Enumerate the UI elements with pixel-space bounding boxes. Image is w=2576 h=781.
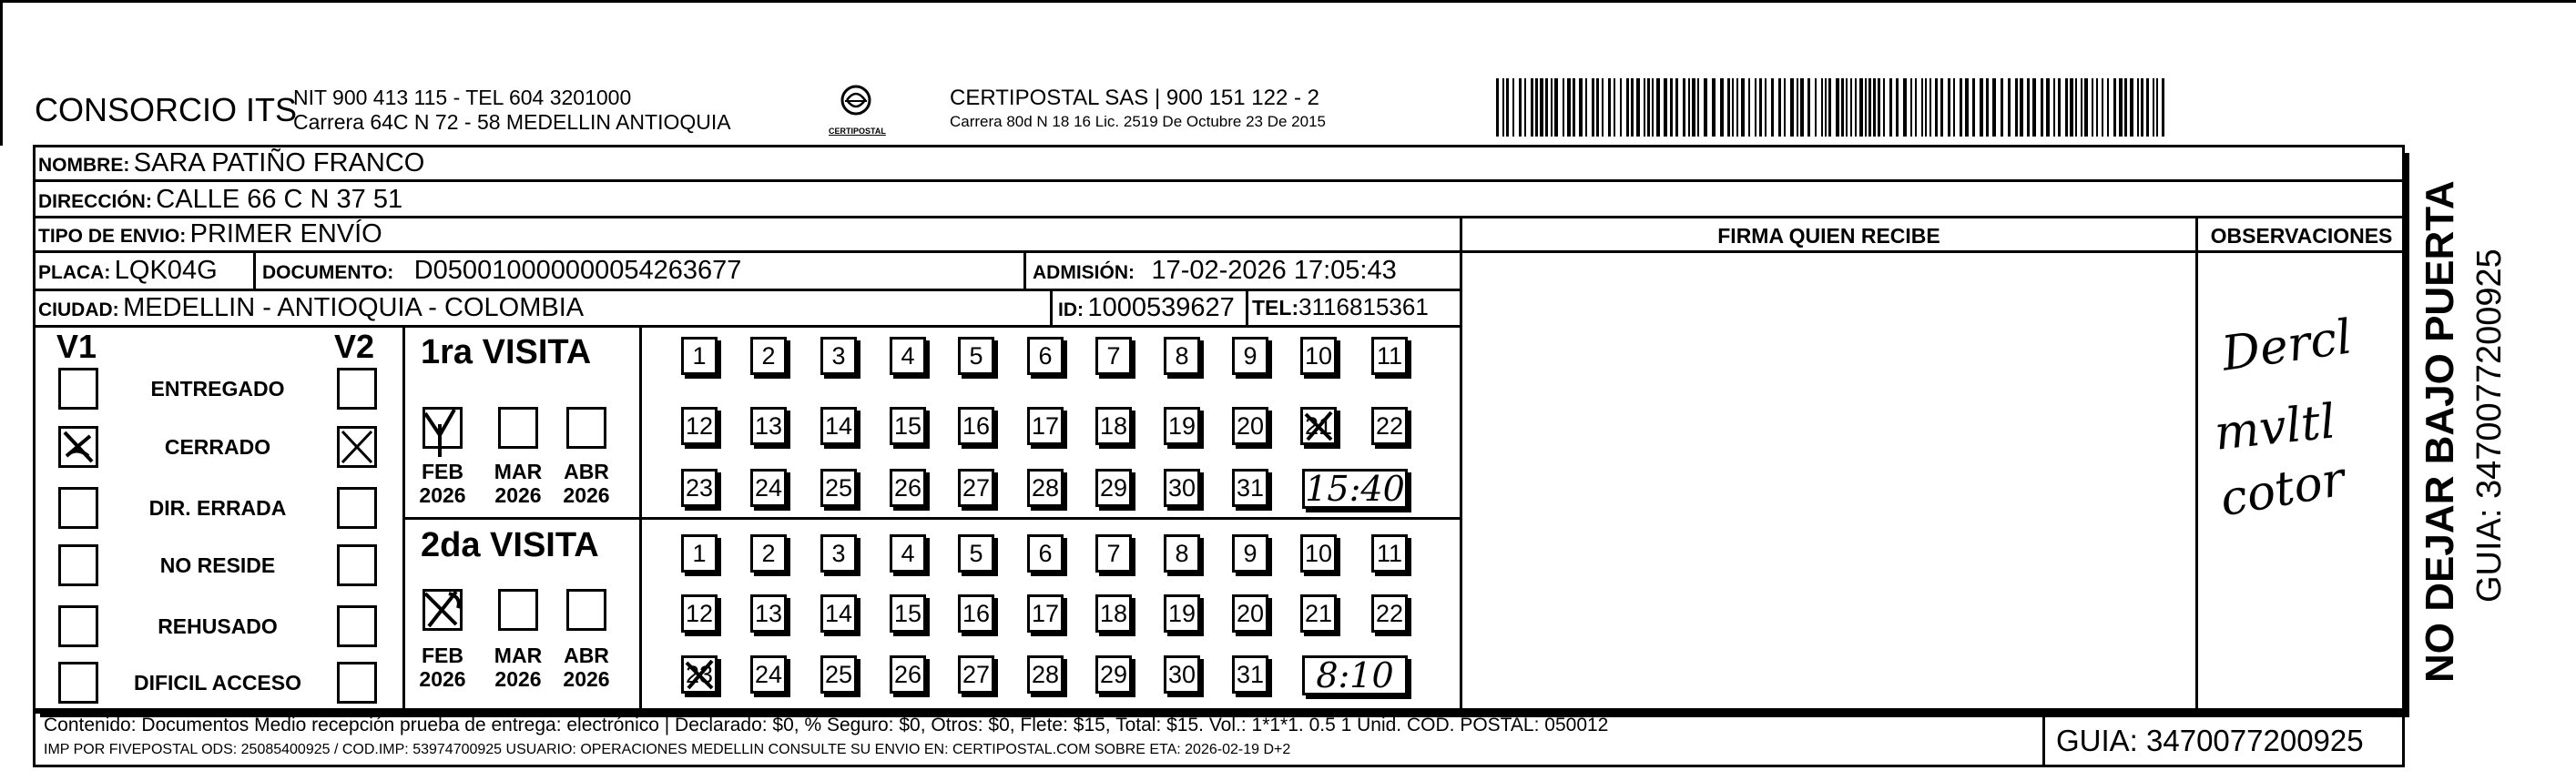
month-name: ABR xyxy=(564,644,609,667)
day-box[interactable]: 14 xyxy=(820,594,857,633)
footer-guia-divider xyxy=(2042,711,2045,767)
day-box[interactable]: 13 xyxy=(750,407,787,445)
day-box[interactable]: 28 xyxy=(1027,655,1064,694)
hour-box[interactable]: 15:40 xyxy=(1302,469,1408,509)
status-label: DIFICIL ACCESO xyxy=(133,671,301,695)
month-year: 2026 xyxy=(419,667,466,691)
month-label xyxy=(554,460,619,507)
day-box[interactable]: 1 xyxy=(681,534,718,573)
day-box[interactable]: 18 xyxy=(1095,407,1132,445)
status-v1-checkbox[interactable] xyxy=(58,605,98,647)
company-name: CONSORCIO ITS xyxy=(35,91,298,128)
day-box[interactable]: 22 xyxy=(1371,407,1408,445)
observaciones-label: OBSERVACIONES xyxy=(2210,224,2393,248)
day-box[interactable]: 12 xyxy=(681,407,718,445)
day-box[interactable]: 29 xyxy=(1095,655,1132,694)
day-box[interactable]: 30 xyxy=(1164,655,1200,694)
month-label xyxy=(485,644,551,691)
check-mark-icon xyxy=(423,406,460,461)
observation-line-3: cotor xyxy=(2215,451,2349,528)
status-label: NO RESIDE xyxy=(159,553,276,577)
status-v1-checkbox[interactable] xyxy=(58,662,98,704)
certipostal-logo xyxy=(829,82,886,140)
day-box[interactable]: 5 xyxy=(958,534,994,573)
month-year: 2026 xyxy=(563,483,610,507)
scribble-mark-icon xyxy=(61,429,96,465)
status-label: DIR. ERRADA xyxy=(148,496,287,520)
day-box[interactable]: 15 xyxy=(890,407,926,445)
day-box[interactable]: 2 xyxy=(750,534,787,573)
cell-divider xyxy=(1023,250,1026,289)
left-border xyxy=(0,0,3,146)
side-warning: NO DEJAR BAJO PUERTA xyxy=(2418,180,2462,683)
ciudad-value: MEDELLIN - ANTIOQUIA - COLOMBIA xyxy=(123,293,585,322)
id-label: ID: xyxy=(1058,299,1084,320)
day-box[interactable]: 21 xyxy=(1300,594,1337,633)
day-box[interactable]: 27 xyxy=(958,655,994,694)
month-checkbox[interactable] xyxy=(498,589,538,631)
v2-label: V2 xyxy=(334,328,375,365)
month-checkbox[interactable] xyxy=(423,407,463,449)
month-name: ABR xyxy=(564,460,609,483)
logo-text: CERTIPOSTAL xyxy=(829,127,886,136)
certipostal-logo-icon xyxy=(829,82,883,122)
day-box[interactable]: 4 xyxy=(890,534,926,573)
day-box[interactable]: 17 xyxy=(1027,594,1064,633)
placa-cell xyxy=(38,256,218,286)
month-name: FEB xyxy=(422,644,463,667)
month-label xyxy=(485,460,551,507)
nit-line: NIT 900 413 115 - TEL 604 3201000 xyxy=(293,86,632,109)
day-box[interactable]: 2 xyxy=(750,337,787,375)
day-box[interactable]: 28 xyxy=(1027,469,1064,507)
month-checkbox[interactable] xyxy=(423,589,463,631)
footer-contenido: Contenido: Documentos Medio recepción prueba de entrega: electrónico | Declarado: $0, % Seguro: $0, Otros: $0, Flete: $15, Total: $15. Vol.: 1*1*1. 0.5 1 Unid. COD. POSTAL: 050012 xyxy=(44,715,1609,735)
day-box[interactable]: 4 xyxy=(890,337,926,375)
nombre-row xyxy=(38,148,424,178)
row-line xyxy=(33,250,2405,253)
month-checkbox[interactable] xyxy=(498,407,538,449)
day-box[interactable]: 26 xyxy=(890,469,926,507)
day-box[interactable]: 21 xyxy=(1300,407,1337,445)
day-box[interactable]: 30 xyxy=(1164,469,1200,507)
cell-divider xyxy=(1050,289,1053,325)
observation-line-1: Dercl xyxy=(2218,309,2356,382)
day-box[interactable]: 19 xyxy=(1164,407,1200,445)
month-label xyxy=(410,460,475,507)
month-name: MAR xyxy=(494,460,543,483)
first-visit-label: 1ra VISITA xyxy=(421,333,592,371)
day-box[interactable]: 29 xyxy=(1095,469,1132,507)
month-year: 2026 xyxy=(419,483,466,507)
side-guia: GUIA: 3470077200925 xyxy=(2470,248,2509,603)
status-v2-checkbox[interactable] xyxy=(337,544,377,586)
status-v1-checkbox[interactable] xyxy=(58,426,98,468)
day-box[interactable]: 20 xyxy=(1232,407,1268,445)
day-box[interactable]: 23 xyxy=(681,469,718,507)
top-border xyxy=(0,0,2576,3)
hour-box[interactable]: 8:10 xyxy=(1302,655,1408,695)
day-box[interactable]: 14 xyxy=(820,407,857,445)
month-name: MAR xyxy=(494,644,543,667)
observation-line-2: mvltl xyxy=(2212,394,2338,462)
documento-value: D050010000000054263677 xyxy=(413,256,742,285)
day-box[interactable]: 23 xyxy=(681,655,718,694)
id-value: 1000539627 xyxy=(1087,293,1235,322)
day-box[interactable]: 11 xyxy=(1371,534,1408,573)
status-label: CERRADO xyxy=(164,435,271,459)
direccion-value: CALLE 66 C N 37 51 xyxy=(156,185,403,214)
visit-split-line xyxy=(402,517,1462,520)
day-box[interactable]: 16 xyxy=(958,407,994,445)
second-visit-label: 2da VISITA xyxy=(421,526,599,564)
company-address: Carrera 64C N 72 - 58 MEDELLIN ANTIOQUIA xyxy=(293,110,731,134)
day-box[interactable]: 22 xyxy=(1371,594,1408,633)
day-box[interactable]: 6 xyxy=(1027,534,1064,573)
status-v2-checkbox[interactable] xyxy=(337,487,377,529)
day-box[interactable]: 7 xyxy=(1095,534,1132,573)
day-box[interactable]: 8 xyxy=(1164,337,1200,375)
carrier-license: Carrera 80d N 18 16 Lic. 2519 De Octubre 23 De 2015 xyxy=(950,113,1326,130)
day-box[interactable]: 9 xyxy=(1232,534,1268,573)
day-box[interactable]: 26 xyxy=(890,655,926,694)
tel-cell xyxy=(1252,293,1429,321)
nombre-value: SARA PATIÑO FRANCO xyxy=(133,148,425,178)
day-box[interactable]: 18 xyxy=(1095,594,1132,633)
day-box[interactable]: 31 xyxy=(1232,655,1268,694)
day-box[interactable]: 25 xyxy=(820,469,857,507)
nombre-label: NOMBRE: xyxy=(38,155,130,176)
day-box[interactable]: 8 xyxy=(1164,534,1200,573)
day-box[interactable]: 3 xyxy=(820,337,857,375)
day-box[interactable]: 13 xyxy=(750,594,787,633)
month-year: 2026 xyxy=(494,667,542,691)
row-line xyxy=(33,179,2405,182)
day-box[interactable]: 3 xyxy=(820,534,857,573)
day-box[interactable]: 16 xyxy=(958,594,994,633)
documento-cell xyxy=(262,256,741,286)
ciudad-cell xyxy=(38,293,584,323)
ciudad-label: CIUDAD: xyxy=(38,299,119,320)
firma-label: FIRMA QUIEN RECIBE xyxy=(1717,224,1940,248)
footer-imp: IMP POR FIVEPOSTAL ODS: 25085400925 / COD.IMP: 53974700925 USUARIO: OPERACIONES MEDELLIN CONSULTE SU ENVIO EN: CERTIPOSTAL.COM SOBRE ETA: 2026-02-19 D+2 xyxy=(44,742,1291,757)
admision-cell xyxy=(1033,256,1397,286)
day-box[interactable]: 17 xyxy=(1027,407,1064,445)
day-box[interactable]: 9 xyxy=(1232,337,1268,375)
status-v1-checkbox[interactable] xyxy=(58,368,98,410)
day-box[interactable]: 11 xyxy=(1371,337,1408,375)
day-box[interactable]: 19 xyxy=(1164,594,1200,633)
obs-divider xyxy=(2195,216,2198,711)
admision-value: 17-02-2026 17:05:43 xyxy=(1151,256,1397,285)
footer-guia: GUIA: 3470077200925 xyxy=(2056,724,2364,757)
placa-label: PLACA: xyxy=(38,262,111,283)
x-mark-icon xyxy=(1300,407,1337,445)
status-v2-checkbox[interactable] xyxy=(337,662,377,704)
day-box[interactable]: 10 xyxy=(1300,534,1337,573)
month-checkbox[interactable] xyxy=(566,589,606,631)
status-v1-checkbox[interactable] xyxy=(58,487,98,529)
month-year: 2026 xyxy=(563,667,610,691)
month-year: 2026 xyxy=(494,483,542,507)
id-cell xyxy=(1058,293,1235,323)
tel-value: 3116815361 xyxy=(1298,293,1429,320)
direccion-label: DIRECCIÓN: xyxy=(38,191,152,212)
day-box[interactable]: 7 xyxy=(1095,337,1132,375)
day-box[interactable]: 12 xyxy=(681,594,718,633)
row-line xyxy=(33,216,2405,218)
cell-divider xyxy=(253,250,256,289)
v1-label: V1 xyxy=(56,328,97,365)
day-box[interactable]: 1 xyxy=(681,337,718,375)
barcode xyxy=(1496,78,2170,137)
tipo-label: TIPO DE ENVIO: xyxy=(38,226,187,247)
row-line xyxy=(33,325,1462,328)
status-label: REHUSADO xyxy=(158,614,278,638)
placa-value: LQK04G xyxy=(114,256,218,285)
status-label: ENTREGADO xyxy=(150,377,285,401)
tel-label: TEL: xyxy=(1252,296,1299,320)
tipo-row xyxy=(38,219,382,249)
tipo-value: PRIMER ENVÍO xyxy=(189,219,382,248)
month-checkbox[interactable] xyxy=(566,407,606,449)
day-box[interactable]: 24 xyxy=(750,655,787,694)
day-box[interactable]: 24 xyxy=(750,469,787,507)
day-box[interactable]: 5 xyxy=(958,337,994,375)
month-label xyxy=(554,644,619,691)
day-box[interactable]: 20 xyxy=(1232,594,1268,633)
direccion-row xyxy=(38,185,402,215)
status-v2-checkbox[interactable] xyxy=(337,605,377,647)
x-mark-icon xyxy=(681,655,718,694)
month-name: FEB xyxy=(422,460,463,483)
status-v2-checkbox[interactable] xyxy=(337,368,377,410)
status-v2-checkbox[interactable] xyxy=(337,426,377,468)
carrier-line: CERTIPOSTAL SAS | 900 151 122 - 2 xyxy=(950,86,1319,110)
day-box[interactable]: 27 xyxy=(958,469,994,507)
status-v1-checkbox[interactable] xyxy=(58,544,98,586)
documento-label: DOCUMENTO: xyxy=(262,262,394,283)
month-label xyxy=(410,644,475,691)
day-box[interactable]: 10 xyxy=(1300,337,1337,375)
x-mark-icon xyxy=(340,429,374,465)
day-box[interactable]: 25 xyxy=(820,655,857,694)
day-box[interactable]: 15 xyxy=(890,594,926,633)
cell-divider xyxy=(1246,289,1248,325)
day-box[interactable]: 31 xyxy=(1232,469,1268,507)
x-mark-icon xyxy=(422,588,463,630)
day-box[interactable]: 6 xyxy=(1027,337,1064,375)
admision-label: ADMISIÓN: xyxy=(1033,262,1135,283)
